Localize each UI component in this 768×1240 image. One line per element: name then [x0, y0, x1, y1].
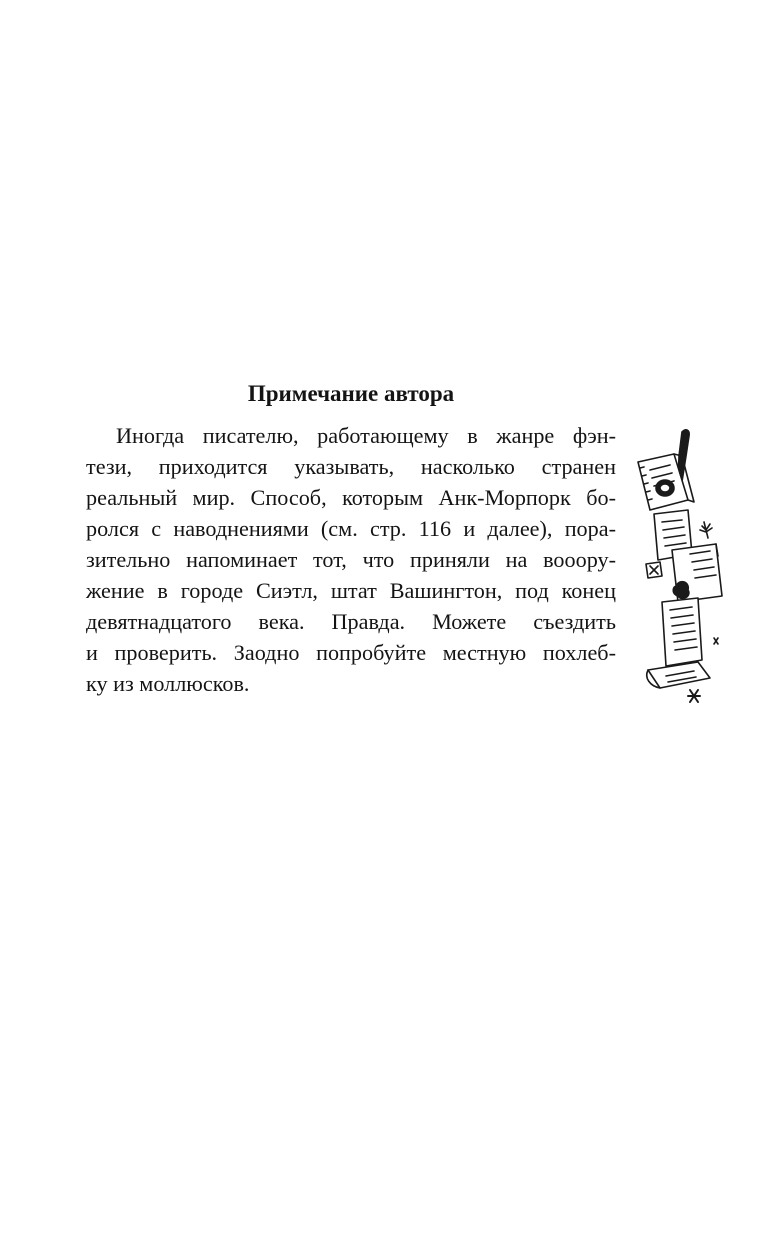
- paragraph-line: Иногда писателю, работающему в жанре фэн-: [116, 423, 616, 448]
- paragraph-line: и проверить. Заодно попробуйте местную похлеб-: [86, 640, 616, 665]
- scroll-and-quill-doodle-icon: [632, 426, 728, 708]
- paragraph-line: ку из моллюсков.: [86, 671, 250, 696]
- author-note-paragraph: [86, 420, 616, 699]
- paragraph-line: жение в городе Сиэтл, штат Вашингтон, под конец: [86, 578, 616, 603]
- paragraph-line: тези, приходится указывать, насколько странен: [86, 454, 616, 479]
- paragraph-line: ролся с наводнениями (см. стр. 116 и далее), пора-: [86, 516, 616, 541]
- paragraph-line: зительно напоминает тот, что приняли на вооору-: [86, 547, 616, 572]
- paragraph-line: реальный мир. Способ, которым Анк-Морпорк бо-: [86, 485, 616, 510]
- page-title: Примечание автора: [247, 381, 455, 406]
- paragraph-line: девятнадцатого века. Правда. Можете съездить: [86, 609, 616, 634]
